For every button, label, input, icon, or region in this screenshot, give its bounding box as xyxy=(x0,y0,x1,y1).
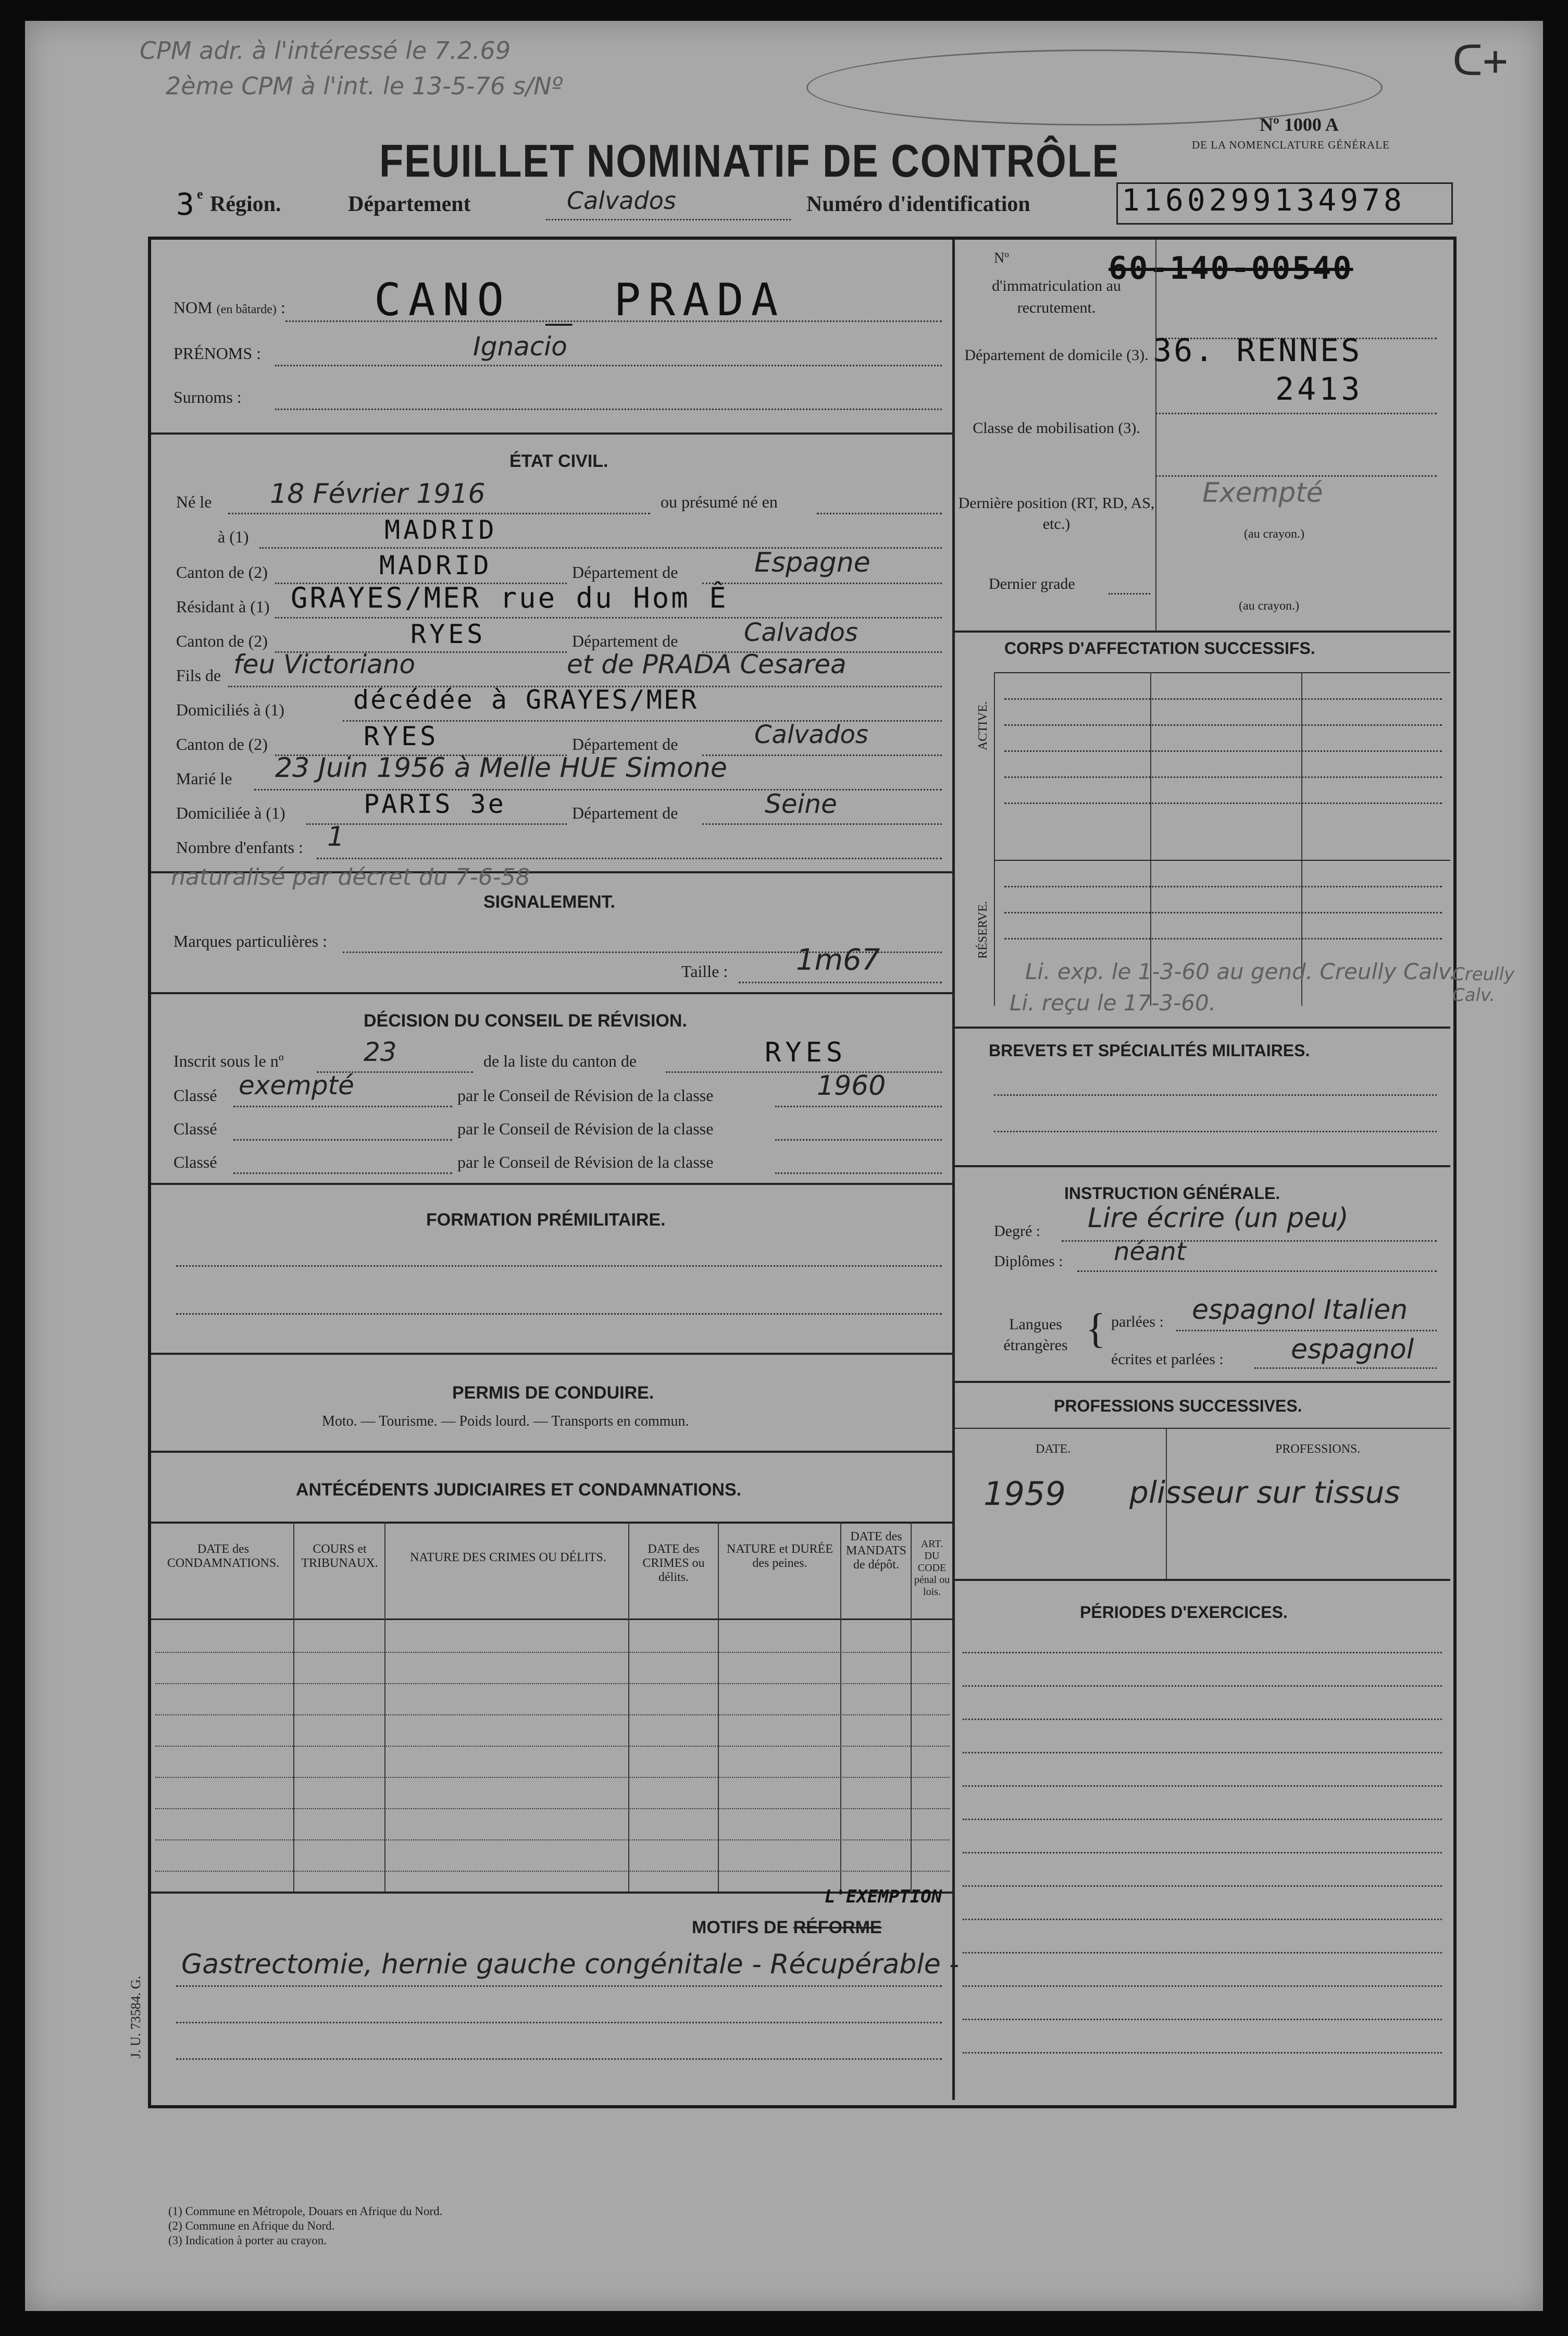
antecedents-rule xyxy=(155,1871,950,1872)
parlees-line xyxy=(1176,1330,1437,1331)
dept4-value: Seine xyxy=(765,789,837,819)
degre-label: Degré : xyxy=(994,1222,1041,1240)
dept3-label: Département de xyxy=(572,735,678,753)
date-col: DATE. xyxy=(1036,1442,1071,1456)
a-label: à (1) xyxy=(218,527,249,546)
active-line1 xyxy=(1004,698,1442,700)
conseil3-line xyxy=(775,1172,942,1174)
canton3-value: RYES xyxy=(364,721,439,751)
periodes-rule xyxy=(963,1752,1442,1753)
antecedents-col-2 xyxy=(384,1522,385,1892)
antecedents-rule xyxy=(155,1714,950,1715)
footnote-2: (2) Commune en Afrique du Nord. xyxy=(168,2219,335,2232)
langues-brace: { xyxy=(1086,1306,1106,1352)
motifs-heading-struck: RÉFORME xyxy=(793,1918,882,1937)
divider-formation xyxy=(151,1183,952,1185)
brevets-heading: BREVETS ET SPÉCIALITÉS MILITAIRES. xyxy=(989,1041,1310,1060)
antecedents-col-6 xyxy=(911,1522,912,1892)
corps-heading: CORPS D'AFFECTATION SUCCESSIFS. xyxy=(1004,639,1315,658)
domicilies-value: décédée à GRAYES/MER xyxy=(353,685,699,715)
department-line xyxy=(546,219,791,220)
derniere-pos-value: Exempté xyxy=(1202,477,1323,509)
langues-label: Langues étrangères xyxy=(1003,1316,1068,1354)
permis-types: Moto. — Tourisme. — Poids lourd. — Transports en commun. xyxy=(322,1413,689,1429)
region-suffix: e xyxy=(197,187,203,202)
divider-brevets xyxy=(952,1027,1450,1029)
periodes-rule xyxy=(963,1985,1442,1987)
classe1-label: Classé xyxy=(173,1086,217,1105)
dept-dom-label: Département de domicile (3). xyxy=(964,347,1149,364)
active-line3 xyxy=(1004,750,1442,752)
periodes-rule xyxy=(963,1685,1442,1687)
dept4-line xyxy=(702,823,942,825)
marie-label: Marié le xyxy=(176,769,232,788)
conseil2-line xyxy=(775,1139,942,1141)
taille-value: 1m67 xyxy=(796,943,880,977)
motifs-heading: MOTIFS DE RÉFORME xyxy=(692,1918,882,1937)
conseil2-label: par le Conseil de Révision de la classe xyxy=(457,1119,714,1138)
derniere-pos-crayon: (au crayon.) xyxy=(1244,527,1304,541)
domicilies-label: Domiciliés à (1) xyxy=(176,700,284,719)
prof-date: 1959 xyxy=(984,1475,1066,1513)
corps-col-1 xyxy=(1150,672,1151,1006)
dernier-grade-dots xyxy=(1109,593,1150,595)
resident-value: GRAYES/MER rue du Hom Ê xyxy=(291,582,728,614)
periodes-rule xyxy=(963,2019,1442,2020)
antecedents-rule xyxy=(155,1746,950,1747)
canton3-label: Canton de (2) xyxy=(176,735,268,753)
classe2-label: Classé xyxy=(173,1119,217,1138)
divider-permis xyxy=(151,1353,952,1355)
formation-line2 xyxy=(176,1313,942,1315)
dept3-value: Calvados xyxy=(754,720,868,749)
annotation-mark: ᑕ+ xyxy=(1452,36,1508,85)
ecrites-value: espagnol xyxy=(1291,1334,1414,1365)
periodes-rule xyxy=(963,1852,1442,1853)
brevets-line1 xyxy=(994,1094,1437,1096)
active-line2 xyxy=(1004,724,1442,726)
formation-heading: FORMATION PRÉMILITAIRE. xyxy=(426,1210,666,1230)
antecedents-rule xyxy=(155,1839,950,1840)
canton2-label: Canton de (2) xyxy=(176,632,268,650)
corps-table-top xyxy=(994,672,1450,673)
signalement-heading: SIGNALEMENT. xyxy=(483,892,616,912)
degre-value: Lire écrire (un peu) xyxy=(1088,1203,1349,1234)
inscrit-label: Inscrit sous le nº xyxy=(173,1052,284,1070)
canton-label: Canton de (2) xyxy=(176,563,268,582)
conseil1-line xyxy=(775,1106,942,1107)
motifs-value: Gastrectomie, hernie gauche congénitale - Récupérable - xyxy=(181,1949,960,1980)
liste-label: de la liste du canton de xyxy=(483,1052,637,1070)
antecedents-rule xyxy=(155,1777,950,1778)
reserve-top xyxy=(994,860,1450,861)
antecedents-rule xyxy=(155,1652,950,1653)
motifs-line2 xyxy=(176,2022,942,2023)
conseil1-label: par le Conseil de Révision de la classe xyxy=(457,1086,714,1105)
divider-corps xyxy=(952,631,1450,633)
divider-periodes xyxy=(952,1579,1450,1581)
formation-line1 xyxy=(176,1265,942,1267)
enfants-label: Nombre d'enfants : xyxy=(176,838,303,857)
side-code: J. U. 73584. G. xyxy=(128,1975,143,2058)
right-label-divider xyxy=(1155,240,1156,631)
ecrites-label: écrites et parlées : xyxy=(1111,1351,1224,1368)
classe1-year: 1960 xyxy=(817,1070,886,1102)
dept2-value: Calvados xyxy=(744,618,858,647)
dept-label: Département de xyxy=(572,563,678,582)
motifs-heading-added: L'EXEMPTION xyxy=(825,1886,942,1907)
footnote-1: (1) Commune en Métropole, Douars en Afrique du Nord. xyxy=(168,2205,443,2218)
antecedents-heading: ANTÉCÉDENTS JUDICIAIRES ET CONDAMNATIONS. xyxy=(296,1480,742,1500)
immat-label: d'immatriculation au recrutement. xyxy=(992,277,1121,316)
dernier-grade-crayon: (au crayon.) xyxy=(1239,599,1299,613)
marques-label: Marques particulières : xyxy=(173,932,327,950)
permis-heading: PERMIS DE CONDUIRE. xyxy=(452,1383,654,1403)
marie-value: 23 Juin 1956 à Melle HUE Simone xyxy=(275,752,727,784)
nom-label: NOM (en bâtarde) : xyxy=(173,298,285,317)
antecedents-col-nature: NATURE DES CRIMES OU DÉLITS. xyxy=(410,1551,606,1564)
motifs-line1 xyxy=(176,1985,942,1987)
classe2-line xyxy=(233,1139,452,1141)
divider-instruction xyxy=(952,1165,1450,1167)
antecedents-col-date-crimes: DATE des CRIMES ou délits. xyxy=(642,1542,705,1584)
derniere-pos-label: Dernière position (RT, RD, AS, etc.) xyxy=(958,495,1155,533)
immat-label-n: Nº xyxy=(994,250,1009,266)
immat-value: 60-140-00540 xyxy=(1109,250,1353,287)
periodes-rule xyxy=(963,1819,1442,1820)
fils-label: Fils de xyxy=(176,666,221,685)
professions-table-top xyxy=(952,1428,1450,1429)
taille-line xyxy=(739,982,942,983)
conseil3-label: par le Conseil de Révision de la classe xyxy=(457,1153,714,1171)
prof-col: PROFESSIONS. xyxy=(1275,1442,1361,1456)
domiciliee-value: PARIS 3e xyxy=(364,789,506,819)
region-number: 3 xyxy=(176,187,194,222)
domiciliee-label: Domiciliée à (1) xyxy=(176,804,285,822)
surnoms-label: Surnoms : xyxy=(173,388,242,406)
prenoms-label: PRÉNOMS : xyxy=(173,344,262,363)
dept-line xyxy=(702,583,942,584)
naturalise-note: naturalisé par décret du 7-6-58 xyxy=(171,864,530,891)
classe3-label: Classé xyxy=(173,1153,217,1171)
region-label: Région. xyxy=(210,192,281,216)
ecrites-line xyxy=(1254,1367,1437,1369)
antecedents-header-bottom xyxy=(151,1618,952,1620)
reserve-line3 xyxy=(1004,938,1442,940)
reserve-line1 xyxy=(1004,886,1442,887)
ne-label: Né le xyxy=(176,492,212,511)
id-value: 1160299134978 xyxy=(1122,182,1405,218)
footnotes xyxy=(168,2204,442,2248)
canton2-value: RYES xyxy=(410,619,486,649)
dept-dom-value: 36. RENNES xyxy=(1153,332,1362,369)
antecedents-col-1 xyxy=(293,1522,294,1892)
dept-dom-line xyxy=(1155,413,1437,414)
periodes-rule xyxy=(963,1785,1442,1787)
presume-label: ou présumé né en xyxy=(661,492,778,511)
column-divider xyxy=(952,240,955,2100)
instruction-heading: INSTRUCTION GÉNÉRALE. xyxy=(1064,1184,1280,1203)
divider-decision xyxy=(151,992,952,994)
fils-value: feu Victoriano xyxy=(233,649,416,679)
margin-note: Creully Calv. xyxy=(1452,964,1515,1006)
decision-heading: DÉCISION DU CONSEIL DE RÉVISION. xyxy=(364,1011,687,1031)
prenoms-value: Ignacio xyxy=(473,331,567,362)
antecedents-col-cours: COURS et TRIBUNAUX. xyxy=(301,1542,378,1570)
active-line5 xyxy=(1004,802,1442,804)
annotation-line2: 2ème CPM à l'int. le 13-5-76 s/Nº xyxy=(166,72,563,100)
prof-value: plisseur sur tissus xyxy=(1129,1475,1400,1510)
periodes-rule xyxy=(963,1652,1442,1653)
periodes-rule xyxy=(963,1719,1442,1720)
antecedents-col-date: DATE des CONDAMNATIONS. xyxy=(167,1542,280,1570)
corps-col-0 xyxy=(994,672,995,1006)
nom-value: CANO _ PRADA xyxy=(374,274,786,326)
classe1-line xyxy=(233,1106,452,1107)
enfants-value: 1 xyxy=(327,821,345,852)
dept-value: Espagne xyxy=(754,547,870,578)
domiciliee-line xyxy=(306,823,567,825)
taille-label: Taille : xyxy=(681,962,728,981)
canton-value: MADRID xyxy=(379,550,492,580)
active-line4 xyxy=(1004,776,1442,778)
periodes-rule xyxy=(963,1952,1442,1954)
department-label: Département xyxy=(348,192,471,216)
etat-civil-heading: ÉTAT CIVIL. xyxy=(509,451,608,471)
antecedents-col-peines: NATURE et DURÉE des peines. xyxy=(727,1542,833,1570)
parlees-value: espagnol Italien xyxy=(1192,1294,1408,1326)
annotation-line1: CPM adr. à l'intéressé le 7.2.69 xyxy=(140,36,511,65)
surnoms-line xyxy=(275,409,942,410)
classe1-value: exempté xyxy=(239,1070,354,1101)
nomenclature-label: DE LA NOMENCLATURE GÉNÉRALE xyxy=(1192,139,1390,151)
periodes-rule xyxy=(963,2052,1442,2054)
divider-etat-civil xyxy=(151,432,952,435)
divider-antecedents xyxy=(151,1451,952,1453)
dept4-label: Département de xyxy=(572,804,678,822)
periodes-rule xyxy=(963,1885,1442,1887)
dept2-label: Département de xyxy=(572,632,678,650)
antecedents-col-art: ART. DU CODE pénal ou lois. xyxy=(914,1538,950,1598)
reserve-label: RÉSERVE. xyxy=(976,901,990,959)
active-label: ACTIVE. xyxy=(976,701,990,750)
prenoms-line xyxy=(275,365,942,366)
dept-dom-value2: 2413 xyxy=(1275,371,1363,407)
form-sheet xyxy=(25,21,1543,2311)
brevets-line2 xyxy=(994,1131,1437,1132)
diplomes-value: néant xyxy=(1114,1237,1186,1266)
reserve-note1: Li. exp. le 1-3-60 au gend. Creully Calv. xyxy=(1025,959,1457,984)
dernier-grade-label: Dernier grade xyxy=(989,575,1075,592)
reserve-note2: Li. reçu le 17-3-60. xyxy=(1010,990,1216,1016)
motifs-line3 xyxy=(176,2058,942,2060)
antecedents-rule xyxy=(155,1808,950,1809)
page-title: FEUILLET NOMINATIF DE CONTRÔLE xyxy=(379,135,1119,187)
classe-mob-label: Classe de mobilisation (3). xyxy=(973,419,1140,437)
antecedents-col-5 xyxy=(840,1522,841,1892)
department-value: Calvados xyxy=(567,187,676,215)
periodes-heading: PÉRIODES D'EXERCICES. xyxy=(1080,1603,1288,1622)
antecedents-table-top xyxy=(151,1522,952,1524)
divider-professions xyxy=(952,1381,1450,1383)
ne-value: 18 Février 1916 xyxy=(270,478,486,510)
form-number: Nº 1000 A xyxy=(1260,114,1339,135)
dept3-line xyxy=(702,755,942,756)
resident-label: Résidant à (1) xyxy=(176,597,270,616)
reserve-line2 xyxy=(1004,912,1442,913)
antecedents-col-4 xyxy=(718,1522,719,1892)
footnote-3: (3) Indication à porter au crayon. xyxy=(168,2234,327,2247)
classe3-line xyxy=(233,1172,452,1174)
antecedents-col-mandats: DATE des MANDATS de dépôt. xyxy=(845,1530,906,1572)
a-value: MADRID xyxy=(384,515,497,545)
antecedents-col-3 xyxy=(628,1522,629,1892)
professions-heading: PROFESSIONS SUCCESSIVES. xyxy=(1054,1396,1302,1415)
enfants-line xyxy=(317,858,942,859)
diplomes-label: Diplômes : xyxy=(994,1253,1063,1270)
fils-value2: et de PRADA Cesarea xyxy=(567,649,847,679)
diplomes-line xyxy=(1077,1270,1437,1272)
liste-value: RYES xyxy=(765,1037,847,1068)
corps-col-2 xyxy=(1301,672,1302,1006)
parlees-label: parlées : xyxy=(1111,1313,1164,1330)
presume-line xyxy=(817,513,942,514)
nom-line xyxy=(285,320,942,322)
periodes-rule xyxy=(963,1919,1442,1920)
marie-line xyxy=(254,789,942,790)
inscrit-value: 23 xyxy=(364,1037,397,1067)
id-label: Numéro d'identification xyxy=(806,192,1030,216)
antecedents-rule xyxy=(155,1683,950,1684)
liste-line xyxy=(666,1071,942,1073)
classe-mob-line xyxy=(1155,475,1437,477)
ne-line xyxy=(228,513,650,514)
